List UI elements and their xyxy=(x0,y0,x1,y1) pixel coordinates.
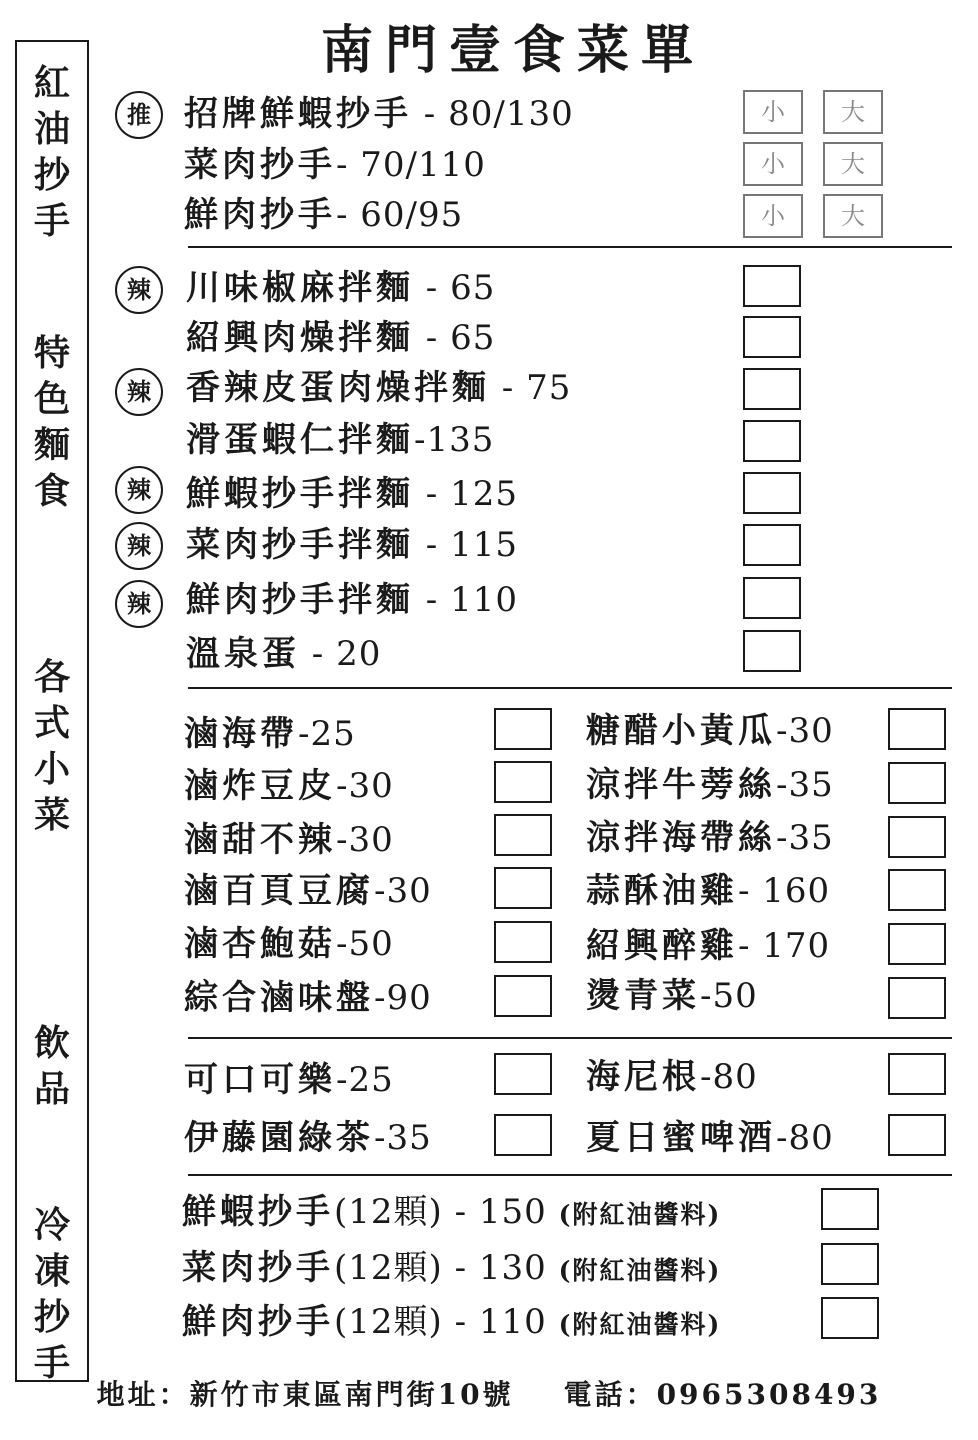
menu-item xyxy=(184,764,394,808)
order-checkbox[interactable] xyxy=(494,814,552,856)
category-drinks: 飲品 xyxy=(33,1022,70,1110)
item-price: (12顆) - 130 xyxy=(334,1248,559,1288)
item-price: - 160 xyxy=(738,871,831,911)
item-name: 紹興肉燥拌麵 xyxy=(186,318,414,358)
menu-item xyxy=(586,1116,834,1160)
menu-item xyxy=(184,712,356,756)
item-name: 招牌鮮蝦抄手 xyxy=(184,94,412,134)
item-name: 鮮肉抄手拌麵 xyxy=(186,580,414,620)
item-price: -90 xyxy=(374,978,432,1018)
item-price: -30 xyxy=(336,820,394,860)
item-price: - 65 xyxy=(414,268,496,308)
item-name: 菜肉抄手拌麵 xyxy=(186,525,414,565)
item-price: -50 xyxy=(700,976,758,1016)
menu-item xyxy=(184,92,574,136)
order-checkbox[interactable] xyxy=(743,316,801,358)
item-name: 燙青菜 xyxy=(586,976,700,1016)
order-checkbox[interactable] xyxy=(888,869,946,911)
item-name: 夏日蜜啤酒 xyxy=(586,1118,776,1158)
item-name: 滷百頁豆腐 xyxy=(184,871,374,911)
menu-item xyxy=(184,976,432,1020)
order-checkbox[interactable] xyxy=(494,975,552,1017)
item-name: 香辣皮蛋肉燥拌麵 xyxy=(186,368,490,408)
menu-item xyxy=(182,1300,721,1347)
order-checkbox[interactable] xyxy=(743,368,801,410)
order-checkbox[interactable] xyxy=(494,1053,552,1095)
item-price: - 60/95 xyxy=(336,195,464,235)
item-name: 滑蛋蝦仁拌麵 xyxy=(186,420,414,460)
item-name: 海尼根 xyxy=(586,1057,700,1097)
category-frozen: 冷凍抄手 xyxy=(33,1204,70,1384)
order-checkbox[interactable] xyxy=(888,977,946,1019)
item-name: 伊藤園綠茶 xyxy=(184,1118,374,1158)
small-size-box[interactable]: 小 xyxy=(743,142,803,186)
item-price: -80 xyxy=(776,1118,834,1158)
item-name: 滷炸豆皮 xyxy=(184,766,336,806)
footer-address: 地址：新竹市東區南門街10號 xyxy=(96,1378,514,1411)
order-checkbox[interactable] xyxy=(821,1297,879,1339)
section-divider xyxy=(188,1174,952,1176)
menu-item xyxy=(184,143,486,187)
item-name: 鮮蝦抄手拌麵 xyxy=(186,474,414,514)
order-checkbox[interactable] xyxy=(494,1114,552,1156)
item-price: -30 xyxy=(336,766,394,806)
item-name: 滷海帶 xyxy=(184,714,298,754)
item-name: 鮮肉抄手 xyxy=(182,1302,334,1342)
menu-item xyxy=(186,578,518,622)
order-checkbox[interactable] xyxy=(888,1053,946,1095)
spicy-badge: 辣 xyxy=(115,522,163,570)
menu-item xyxy=(586,763,834,807)
item-name: 菜肉抄手 xyxy=(182,1248,334,1288)
menu-item xyxy=(184,818,394,862)
menu-item xyxy=(186,472,518,516)
spicy-badge: 辣 xyxy=(115,368,163,416)
menu-item xyxy=(186,266,495,310)
order-checkbox[interactable] xyxy=(888,762,946,804)
order-checkbox[interactable] xyxy=(494,761,552,803)
large-size-box[interactable]: 大 xyxy=(823,142,883,186)
item-price: - 65 xyxy=(414,318,496,358)
item-note: (附紅油醬料) xyxy=(558,1310,722,1339)
menu-item xyxy=(184,1058,394,1102)
item-name: 滷杏鮑菇 xyxy=(184,924,336,964)
menu-item xyxy=(184,869,432,913)
item-name: 綜合滷味盤 xyxy=(184,978,374,1018)
item-price: (12顆) - 110 xyxy=(334,1302,559,1342)
item-price: -30 xyxy=(776,711,834,751)
order-checkbox[interactable] xyxy=(821,1243,879,1285)
item-price: - 20 xyxy=(300,634,382,674)
item-price: -35 xyxy=(776,765,834,805)
item-price: - 110 xyxy=(414,580,518,620)
small-size-box[interactable]: 小 xyxy=(743,90,803,134)
item-price: -80 xyxy=(700,1057,758,1097)
menu-item xyxy=(586,924,830,968)
item-price: - 170 xyxy=(738,926,831,966)
spicy-badge: 辣 xyxy=(115,266,163,314)
large-size-box[interactable]: 大 xyxy=(823,194,883,238)
menu-item xyxy=(182,1246,721,1293)
item-name: 鮮肉抄手 xyxy=(184,195,336,235)
order-checkbox[interactable] xyxy=(888,708,946,750)
menu-item xyxy=(586,709,834,753)
order-checkbox[interactable] xyxy=(888,923,946,965)
item-name: 紹興醉雞 xyxy=(586,926,738,966)
item-note: (附紅油醬料) xyxy=(558,1256,722,1285)
order-checkbox[interactable] xyxy=(743,524,801,566)
item-price: - 80/130 xyxy=(412,94,574,134)
section-divider xyxy=(188,1037,952,1039)
item-name: 可口可樂 xyxy=(184,1060,336,1100)
item-price: -50 xyxy=(336,924,394,964)
order-checkbox[interactable] xyxy=(743,265,801,307)
item-name: 涼拌海帶絲 xyxy=(586,818,776,858)
order-checkbox[interactable] xyxy=(743,472,801,514)
order-checkbox[interactable] xyxy=(494,921,552,963)
item-price: -35 xyxy=(776,818,834,858)
footer-contact xyxy=(0,1373,978,1413)
menu-item xyxy=(182,1190,721,1237)
item-price: -25 xyxy=(298,714,356,754)
order-checkbox[interactable] xyxy=(888,1114,946,1156)
menu-item xyxy=(184,1116,432,1160)
item-price: -135 xyxy=(414,420,495,460)
item-name: 鮮蝦抄手 xyxy=(182,1192,334,1232)
order-checkbox[interactable] xyxy=(743,577,801,619)
order-checkbox[interactable] xyxy=(888,816,946,858)
menu-item xyxy=(186,418,494,462)
recommend-badge: 推 xyxy=(115,91,163,139)
menu-title: 南門壹食菜單 xyxy=(320,20,705,81)
order-checkbox[interactable] xyxy=(494,708,552,750)
menu-item xyxy=(186,632,381,676)
category-sides: 各式小菜 xyxy=(33,656,70,836)
order-checkbox[interactable] xyxy=(743,630,801,672)
menu-item xyxy=(586,869,830,913)
menu-item xyxy=(184,193,463,237)
spicy-badge: 辣 xyxy=(115,466,163,514)
menu-item xyxy=(586,1055,758,1099)
small-size-box[interactable]: 小 xyxy=(743,194,803,238)
item-name: 涼拌牛蒡絲 xyxy=(586,765,776,805)
item-name: 滷甜不辣 xyxy=(184,820,336,860)
item-price: (12顆) - 150 xyxy=(334,1192,559,1232)
category-noodles: 特色麵食 xyxy=(33,332,70,512)
large-size-box[interactable]: 大 xyxy=(823,90,883,134)
item-name: 菜肉抄手 xyxy=(184,145,336,185)
item-name: 糖醋小黃瓜 xyxy=(586,711,776,751)
menu-item xyxy=(186,366,571,410)
order-checkbox[interactable] xyxy=(743,420,801,462)
item-price: - 75 xyxy=(490,368,572,408)
category-wonton: 紅油抄手 xyxy=(33,62,70,242)
menu-item xyxy=(586,816,834,860)
item-price: - 115 xyxy=(414,525,518,565)
order-checkbox[interactable] xyxy=(821,1188,879,1230)
item-name: 溫泉蛋 xyxy=(186,634,300,674)
menu-item xyxy=(184,922,394,966)
item-name: 蒜酥油雞 xyxy=(586,871,738,911)
spicy-badge: 辣 xyxy=(115,580,163,628)
item-price: - 70/110 xyxy=(336,145,486,185)
menu-item xyxy=(186,316,495,360)
item-price: -35 xyxy=(374,1118,432,1158)
section-divider xyxy=(188,687,952,689)
menu-item xyxy=(186,523,518,567)
item-name: 川味椒麻拌麵 xyxy=(186,268,414,308)
item-note: (附紅油醬料) xyxy=(558,1200,722,1229)
item-price: -25 xyxy=(336,1060,394,1100)
item-price: - 125 xyxy=(414,474,518,514)
order-checkbox[interactable] xyxy=(494,867,552,909)
section-divider xyxy=(188,246,952,248)
footer-phone: 電話：0965308493 xyxy=(563,1378,882,1411)
menu-item xyxy=(586,974,758,1018)
category-sidebar xyxy=(15,40,89,1382)
item-price: -30 xyxy=(374,871,432,911)
